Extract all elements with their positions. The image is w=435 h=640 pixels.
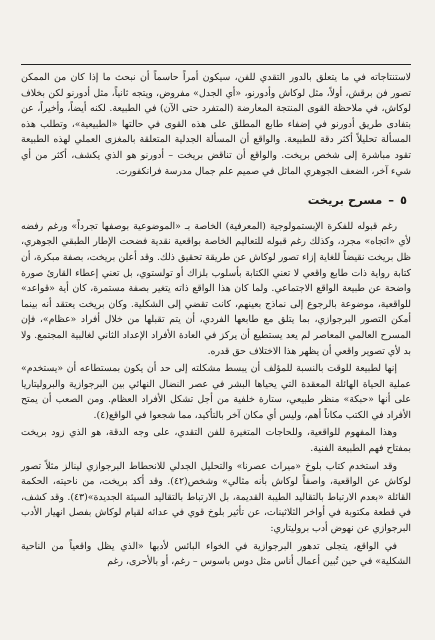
body-text — [21, 70, 411, 570]
paragraph-3: إنها لطبيعة للوقت بالنسبة للمؤلف أن يبسط مشكلته إلى حد أن يكون بمستطاعه أن «يستخدم» عملية الحياة الهائلة المعقدة التي يحياها البشر في عصر النضال النهائي بين البرجوازية والبروليتاريا على أنها «حبكة» منظر طبيعي، ستارة خلفية من أجل تشكل الأفراد العظام. ومن الصعب أن يمتح الأفراد في الكتب مكاناً أهم، وليس أي مكان آخر بالتأكيد، مما شجعوا في الواقع(٤). — [21, 363, 411, 421]
section-number: ٥ — [399, 193, 407, 208]
section-heading — [21, 193, 407, 209]
section-title: مسرح بريخت — [307, 193, 383, 208]
top-rule — [21, 64, 411, 65]
paragraph-6: في الواقع، يتجلى تدهور البرجوازية في الخواء البائس لأدبها «الذي يظل واقعياً من الناحية الشكلية» في حين تُبين أعمال أناس مثل دوس باسوس – رغم، أو بالأحرى، رغم — [21, 540, 411, 568]
paragraph-2: رغم قبوله للفكرة الإبستمولوجية (المعرفية) الخاصة بـ «الموضوعية بوصفها تجرداً» ورغم رفضه لأي «اتجاه» مجرد، وكذلك رغم قبوله للتعاليم الخاصة بواقعية نقدية فضحت الإطار الطبقي الجوهري، ظل بريخت نقيضاً للغاية إزاء تصور لوكاش عن طريقة تحقيق ذلك. وقد أعلن بريخت، بصفة مبكرة، أن كتابة رواية ذات طابع واقعي لا تعني الكتابة بأسلوب بلزاك أو تولستوي، بل تعني إعطاء القارئ صورة واضحة عن طبيعة الواقع الاجتماعي. ولما كان هذا الواقع ذاته يتغير بصفة مستمرة، كان أية «قواعد» للواقعية، موضوعة بالرجوع إلى نماذج بعينهم، كانت تقضي إلى الشكلية. وكان بريخت يعتقد أنه بينما أمكن التصور البرجوازي، بما يتلق مع طابعها الفردي، أن يتم تقبلها من خلال أفراد «عظام»، فإن المسرح العالمي المعاصر لم يعد يستطيع أن يركز في العادة الأفراد الإعداد الثاني لغالبية المجتمع. ولا بد لأي تصوير واقعي أن يظهر هذا الاختلاف حق قدره. — [21, 220, 411, 357]
paragraph-4: وهذا المفهوم للواقعية، وللحاجات المتغيرة للفن التقدي، على وجه الدقة، هو الذي زود بريخت بمفتاح فهم الطبيعة الفنية. — [21, 427, 411, 455]
section-dash: – — [388, 193, 394, 208]
paragraph-5: وقد استخدم كتاب بلوخ «ميراث عصرنا» والتحليل الجدلي للانحطاط البرجوازي لينالز مثلاً تصور لوكاش عن الواقعية، واصفاً لوكاش بأنه مثالي» وشخص(٤٢). وقد أكد بريخت، من ناحيته، الحكمة القائلة «بعدم الارتباط بالتقاليد الطيبة القديمة، بل الارتباط بالتقاليد السيئة الجديدة»(٤٣). وقد كشف، في قطعة مكتوبة في أواخر الثلاثينات، عن تأثير بلوخ قوي في عدائه لقيام لوكاش بفصل انهيار الأدب البرجوازي عن نهوض أدب بروليتاري: — [21, 460, 411, 535]
paragraph-1: لاستنتاجاته في ما يتعلق بالدور التقدي للفن، سيكون أمراً حاسماً أن نبحث ما إذا كان من الممكن تصور فن برقش، أولاً، مثل لوكاش وأدورنو، «أي الجدل» مفروض، ويتجه ثانياً، مثل أدورنو لكن بخلاف لوكاش، في ملاحظة القوى المنتجة المعارضة (المتفرد حتى الآن) في الطبيعة. لكنه أيضاً، وأخيراً، عن بتفادى طريق أدورنو في إضفاء طابع المطلق على هذه القوى في حالتها «الطبيعية»، وتطلب هذه المسألة تحليلاً أكثر دقة للطبيعة. والواقع أن المسألة الجدلية المتعلقة بالمغزى العملي لهذه الطبيعة تقود مباشرة إلى شخص بريخت. والواقع أن تناقض بريخت – أدورنو هو الذي يكشف، أكثر من أي شيء آخر، الضعف الجوهري الماثل في صميم علم جمال مدرسة فرانكفورت. — [21, 72, 411, 177]
